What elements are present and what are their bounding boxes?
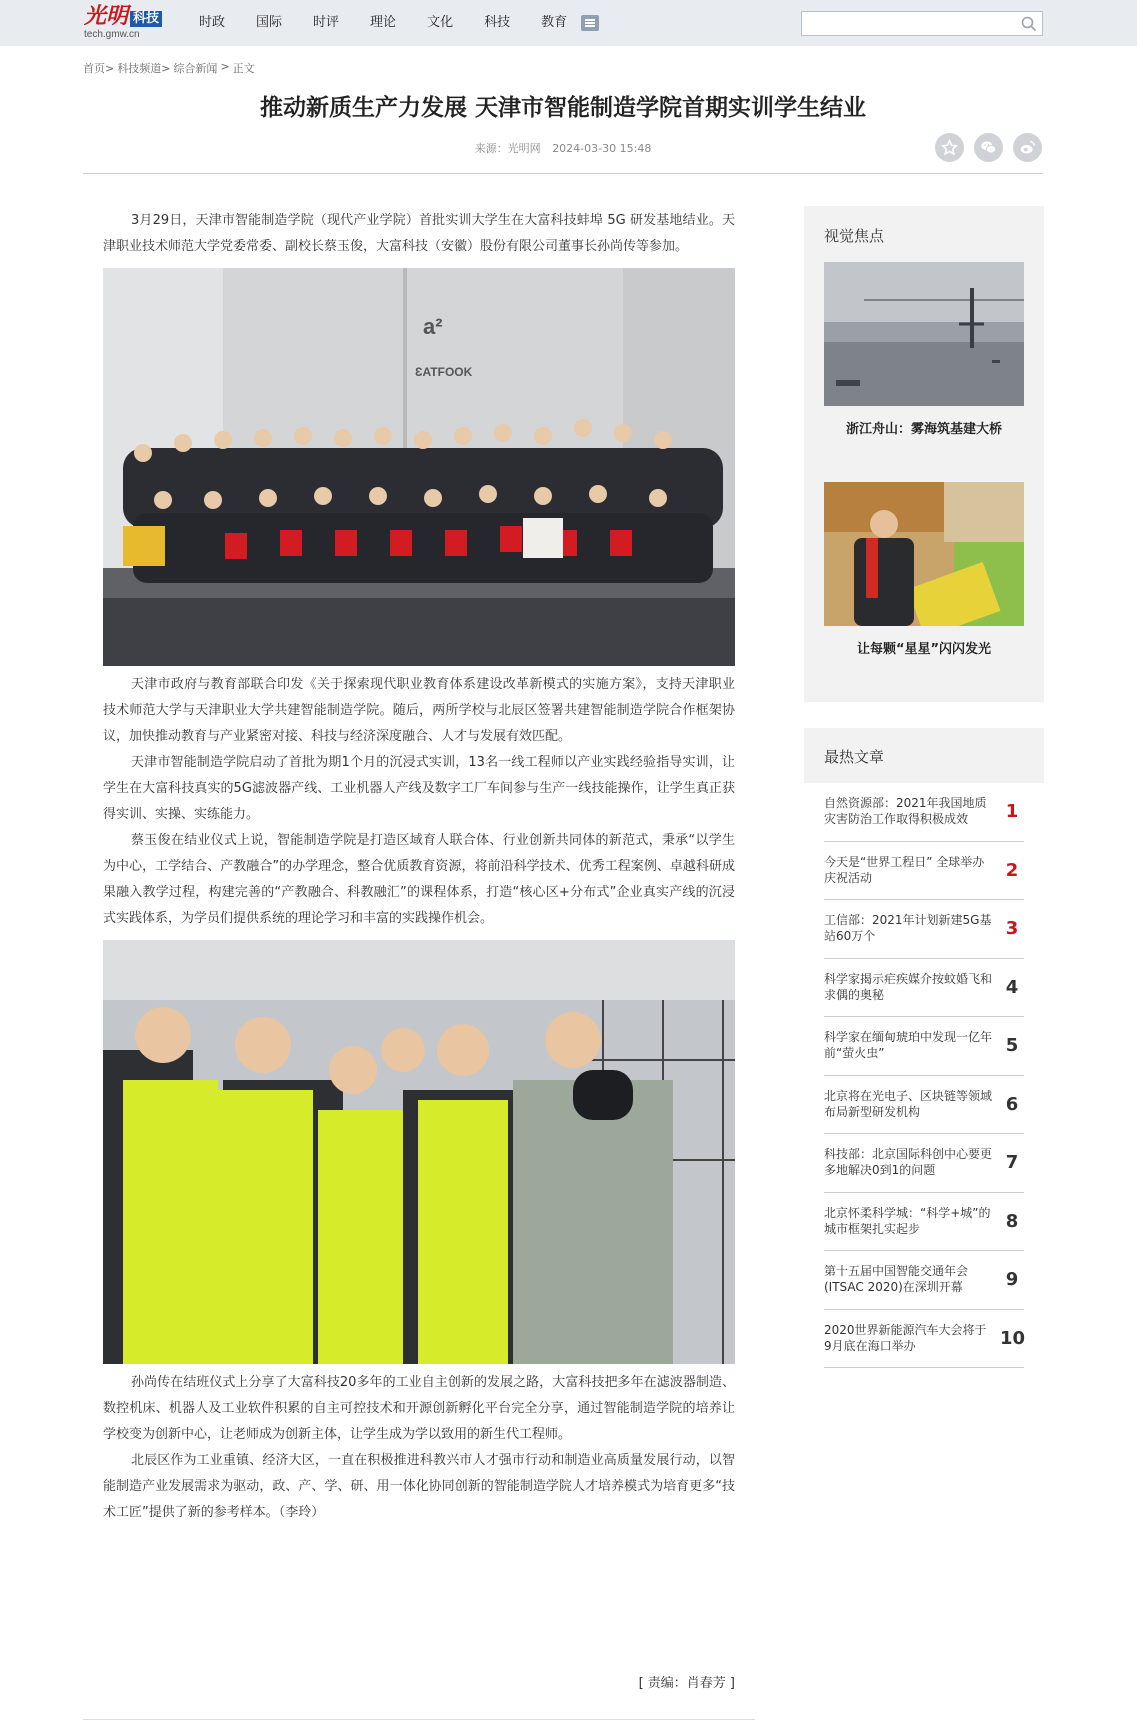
- nav-item-tech[interactable]: 科技: [484, 15, 511, 30]
- hot-article-link[interactable]: 科学家揭示疟疾媒介按蚊婚飞和求偶的奥秘: [824, 971, 993, 1002]
- main-nav: [199, 14, 598, 32]
- list-item[interactable]: [824, 900, 1024, 959]
- hot-article-link[interactable]: 科技部：北京国际科创中心要更多地解决0到1的问题: [824, 1147, 993, 1177]
- editor-credit: [ 责编：肖春芳 ]: [638, 1676, 735, 1691]
- visual-focus-panel: [804, 206, 1044, 702]
- search-input[interactable]: [802, 12, 1012, 35]
- list-item[interactable]: [824, 1134, 1024, 1193]
- rank-number: 10: [1000, 1327, 1026, 1349]
- focus-caption[interactable]: 让每颗“星星”闪闪发光: [856, 642, 992, 657]
- hot-article-link[interactable]: 工信部：2021年计划新建5G基站60万个: [824, 913, 992, 943]
- article-paragraph: 北辰区作为工业重镇、经济大区，一直在积极推进科教兴市人才强市行动和制造业高质量发展行动，以智能制造产业发展需求为驱动，政、产、学、研、用一体化协同创新的智能制造学院人才培养模式为培育更多“技术工匠”提供了新的参考样本。（李玲）: [103, 1453, 735, 1520]
- logo-url: tech.gmw.cn: [84, 29, 140, 40]
- hot-article-link[interactable]: 自然资源部：2021年我国地质灾害防治工作取得积极成效: [824, 796, 987, 826]
- weibo-share-button[interactable]: [1013, 133, 1042, 162]
- site-logo[interactable]: [84, 5, 164, 41]
- list-item[interactable]: [824, 1193, 1024, 1252]
- hot-article-link[interactable]: 第十五届中国智能交通年会(ITSAC 2020)在深圳开幕: [824, 1264, 969, 1294]
- hot-article-link[interactable]: 今天是“世界工程日” 全球举办庆祝活动: [824, 854, 985, 885]
- weibo-icon: [1019, 139, 1036, 156]
- rank-number: 1: [1005, 801, 1019, 822]
- focus-card[interactable]: [824, 262, 1024, 437]
- breadcrumb: [83, 60, 258, 76]
- nav-item-commentary[interactable]: 时评: [313, 15, 340, 30]
- hottest-header: [804, 728, 1044, 783]
- breadcrumb-general-news[interactable]: 综合新闻: [173, 62, 218, 75]
- rank-number: 4: [1005, 976, 1019, 998]
- wall-logo-mark: a²: [423, 314, 443, 339]
- favorite-button[interactable]: [935, 133, 964, 162]
- rank-number: 7: [1005, 1152, 1019, 1173]
- article-paragraph: 孙尚传在结班仪式上分享了大富科技20多年的工业自主创新的发展之路，大富科技把多年在滤波器制造、数控机床、机器人及工业软件积累的自主可控技术和开源创新孵化平台完全分享，通过智能制造学院的培养让学校变为创新中心，让老师成为创新主体，让学生成为学以致用的新生代工程师。: [103, 1375, 735, 1442]
- hot-article-link[interactable]: 科学家在缅甸琥珀中发现一亿年前“萤火虫”: [824, 1030, 993, 1060]
- article-paragraph: 天津市智能制造学院启动了首批为期1个月的沉浸式实训，13名一线工程师以产业实践经验指导实训，让学生在大富科技真实的5G滤波器产线、工业机器人产线及数字工厂车间参与生产一线技能操作，让学生真正获得实训、实操、实练能力。: [103, 755, 735, 822]
- rank-number: 2: [1005, 859, 1019, 881]
- hottest-list: [804, 783, 1044, 1368]
- group-photo-image: [103, 268, 735, 666]
- focus-image-supermarket[interactable]: [824, 482, 1024, 626]
- search-box: [801, 11, 1043, 36]
- list-item[interactable]: [824, 1251, 1024, 1310]
- nav-item-politics[interactable]: 时政: [199, 15, 226, 30]
- nav-item-international[interactable]: 国际: [256, 15, 283, 30]
- list-item[interactable]: [824, 1310, 1024, 1369]
- header-divider: [83, 173, 1043, 174]
- menu-icon[interactable]: [581, 15, 599, 31]
- breadcrumb-current: 正文: [232, 62, 255, 75]
- rank-number: 8: [1005, 1210, 1019, 1232]
- training-photo: [103, 940, 735, 1364]
- footer-divider: [83, 1719, 755, 1720]
- article-paragraph: 3月29日，天津市智能制造学院（现代产业学院）首批实训大学生在大富科技蚌埠 5G 研发基地结业。天津职业技术师范大学党委常委、副校长蔡玉俊，大富科技（安徽）股份有限公司董事长孙尚传等参加。: [103, 213, 735, 254]
- article-paragraph: 天津市政府与教育部联合印发《关于探索现代职业教育体系建设改革新模式的实施方案》，支持天津职业技术师范大学与天津职业大学共建智能制造学院。随后，两所学校与北辰区签署共建智能制造学院合作框架协议，加快推动教育与产业紧密对接、科技与经济深度融合、人才与发展有效匹配。: [103, 677, 735, 744]
- visual-focus-title: 视觉焦点: [824, 227, 885, 245]
- nav-item-theory[interactable]: 理论: [370, 15, 397, 30]
- rank-number: 9: [1005, 1269, 1019, 1290]
- wall-logo-text: ƐATFOOK: [415, 365, 473, 379]
- list-item[interactable]: [824, 959, 1024, 1018]
- hot-article-link[interactable]: 2020世界新能源汽车大会将于9月底在海口举办: [824, 1322, 987, 1353]
- focus-card[interactable]: [824, 482, 1024, 657]
- wechat-share-button[interactable]: [974, 133, 1003, 162]
- article-meta: [83, 140, 1043, 156]
- nav-item-culture[interactable]: 文化: [427, 15, 454, 30]
- article-title: 推动新质生产力发展 天津市智能制造学院首期实训学生结业: [259, 95, 866, 121]
- logo-text: 光明: [84, 3, 129, 29]
- star-icon: [941, 139, 958, 156]
- group-photo: [103, 268, 735, 666]
- hot-article-link[interactable]: 北京将在光电子、区块链等领域布局新型研发机构: [824, 1088, 993, 1119]
- hottest-title: 最热文章: [824, 748, 885, 766]
- wechat-icon: [980, 139, 997, 156]
- top-navigation-bar: [0, 0, 1137, 46]
- share-bar: [935, 133, 1052, 162]
- search-icon[interactable]: [1021, 16, 1037, 32]
- focus-caption[interactable]: 浙江舟山：雾海筑基建大桥: [845, 422, 1002, 437]
- article-paragraph: 蔡玉俊在结业仪式上说，智能制造学院是打造区域育人联合体、行业创新共同体的新范式，秉承“以学生为中心，工学结合、产教融合”的办学理念，整合优质教育资源，将前沿科学技术、优秀工程案例、卓越科研成果融入教学过程，构建完善的“产教融合、科教融汇”的课程体系，打造“核心区+分布式”企业真实产线的沉浸式实践体系，为学员们提供系统的理论学习和丰富的实践操作机会。: [103, 833, 735, 926]
- article-body: [103, 208, 735, 1526]
- list-item[interactable]: [824, 1017, 1024, 1076]
- nav-item-education[interactable]: 教育: [541, 15, 568, 30]
- article-source: 来源：光明网: [474, 142, 541, 155]
- training-photo-image: [103, 940, 735, 1364]
- focus-image-bridge[interactable]: [824, 262, 1024, 406]
- list-item[interactable]: [824, 842, 1024, 901]
- article-datetime: 2024-03-30 15:48: [552, 142, 652, 155]
- breadcrumb-separator: >: [220, 60, 230, 73]
- list-item[interactable]: [824, 1076, 1024, 1135]
- breadcrumb-home[interactable]: 首页>: [83, 62, 115, 75]
- rank-number: 6: [1005, 1093, 1019, 1115]
- list-item[interactable]: [824, 783, 1024, 842]
- logo-badge: 科技: [130, 11, 162, 27]
- hottest-articles-panel: [804, 728, 1044, 1368]
- rank-number: 5: [1005, 1035, 1019, 1056]
- breadcrumb-tech-channel[interactable]: 科技频道>: [117, 62, 171, 75]
- hot-article-link[interactable]: 北京怀柔科学城：“科学+城”的城市框架扎实起步: [824, 1205, 991, 1236]
- rank-number: 3: [1005, 918, 1019, 939]
